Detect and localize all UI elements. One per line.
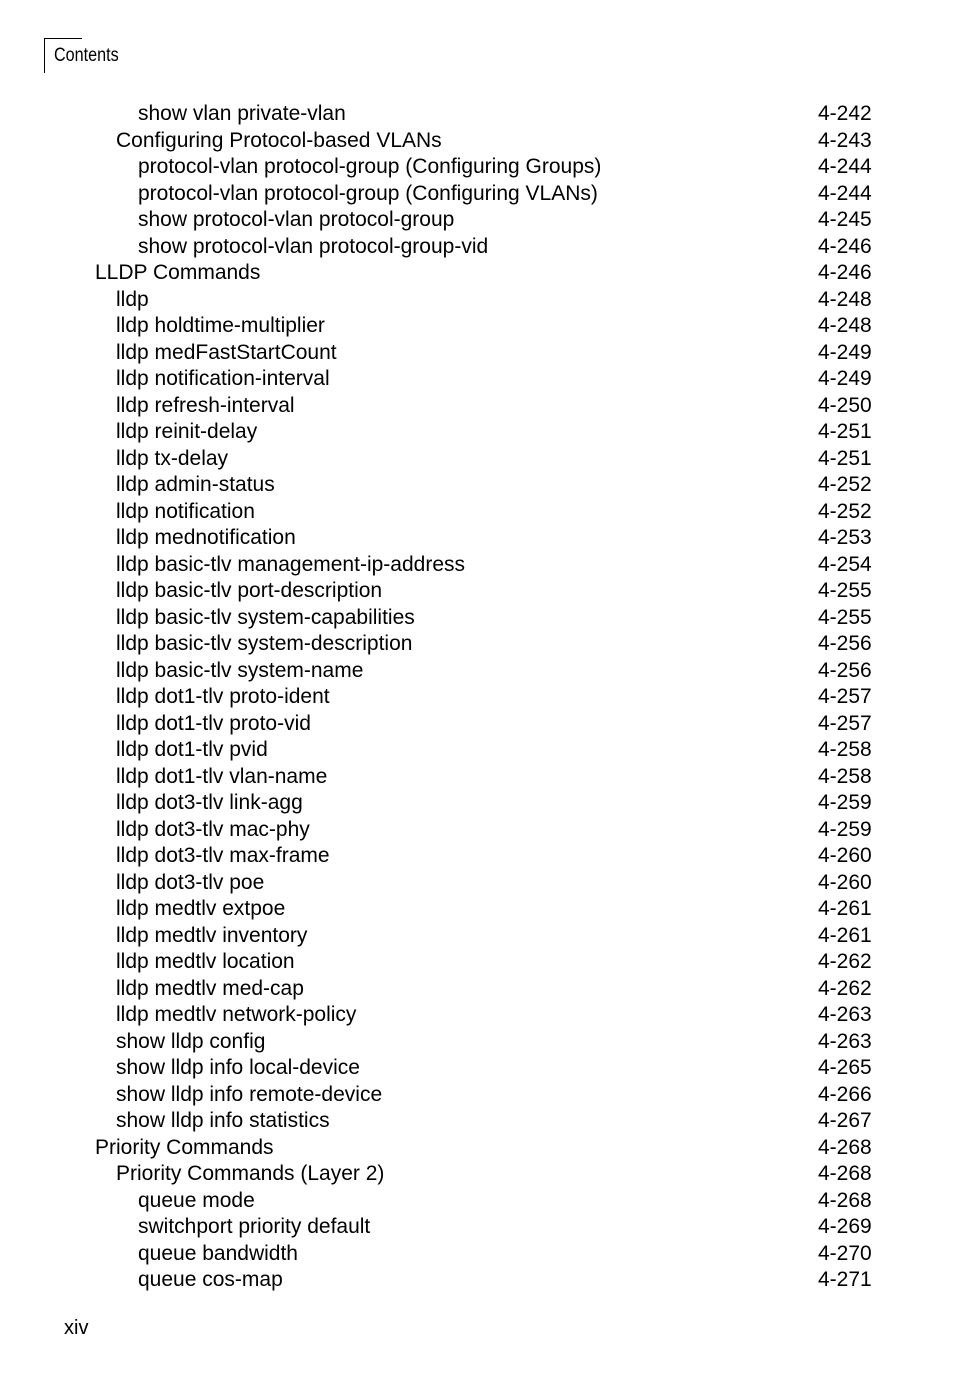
toc-entry-title: lldp basic-tlv system-description xyxy=(116,632,413,655)
toc-entry[interactable] xyxy=(0,260,954,287)
toc-entry[interactable] xyxy=(0,1161,954,1188)
toc-entry[interactable] xyxy=(0,499,954,526)
toc-entry[interactable] xyxy=(0,870,954,897)
toc-entry-page: 4-262 xyxy=(818,950,872,973)
toc-entry[interactable] xyxy=(0,684,954,711)
toc-entry-page: 4-257 xyxy=(818,685,872,708)
toc-entry-title: lldp dot3-tlv poe xyxy=(116,870,265,894)
toc-entry-page: 4-244 xyxy=(818,155,872,178)
toc-entry-page: 4-263 xyxy=(818,1029,872,1053)
toc-entry-title: lldp basic-tlv port-description xyxy=(116,579,383,602)
toc-entry-page: 4-267 xyxy=(818,1109,872,1132)
toc-entry[interactable] xyxy=(0,1188,954,1215)
toc-entry-page: 4-262 xyxy=(818,976,872,1000)
toc-entry-page: 4-260 xyxy=(818,844,872,867)
toc-entry-page: 4-249 xyxy=(818,340,872,364)
toc-entry[interactable] xyxy=(0,1241,954,1268)
toc-entry[interactable] xyxy=(0,340,954,367)
toc-entry-title: switchport priority default xyxy=(138,1215,371,1238)
toc-entry[interactable] xyxy=(0,366,954,393)
toc-entry-title: lldp medFastStartCount xyxy=(116,340,337,364)
toc-entry[interactable] xyxy=(0,1135,954,1162)
toc-entry[interactable] xyxy=(0,737,954,764)
toc-entry-page: 4-259 xyxy=(818,817,872,841)
toc-entry[interactable] xyxy=(0,393,954,420)
toc-entry-title: queue mode xyxy=(138,1188,255,1212)
toc-entry[interactable] xyxy=(0,234,954,261)
toc-entry-page: 4-246 xyxy=(818,261,872,284)
toc-entry-title: lldp medtlv med-cap xyxy=(116,976,304,1000)
toc-entry-page: 4-261 xyxy=(818,923,872,947)
toc-entry-title: show lldp info local-device xyxy=(116,1056,360,1079)
toc-entry[interactable] xyxy=(0,472,954,499)
toc-entry-page: 4-256 xyxy=(818,632,872,655)
toc-entry-page: 4-251 xyxy=(818,446,872,470)
toc-entry-page: 4-268 xyxy=(818,1135,872,1159)
toc-entry-title: lldp medtlv network-policy xyxy=(116,1003,357,1026)
toc-entry[interactable] xyxy=(0,154,954,181)
toc-entry-title: queue cos-map xyxy=(138,1268,283,1291)
toc-entry[interactable] xyxy=(0,1055,954,1082)
toc-entry-title: show protocol-vlan protocol-group-vid xyxy=(138,234,489,258)
toc-entry[interactable] xyxy=(0,181,954,208)
toc-entry-title: lldp tx-delay xyxy=(116,446,229,470)
toc-entry-title: lldp dot1-tlv proto-vid xyxy=(116,711,311,735)
toc-entry[interactable] xyxy=(0,1214,954,1241)
toc-entry[interactable] xyxy=(0,976,954,1003)
toc-entry[interactable] xyxy=(0,101,954,128)
toc-entry-page: 4-271 xyxy=(818,1268,872,1291)
toc-entry[interactable] xyxy=(0,1002,954,1029)
toc-entry-page: 4-268 xyxy=(818,1188,872,1212)
toc-entry-page: 4-244 xyxy=(818,181,872,205)
toc-entry-title: queue bandwidth xyxy=(138,1241,298,1265)
toc-entry[interactable] xyxy=(0,817,954,844)
toc-entry-page: 4-259 xyxy=(818,791,872,814)
toc-entry[interactable] xyxy=(0,605,954,632)
toc-entry-page: 4-258 xyxy=(818,764,872,788)
toc-entry-title: lldp refresh-interval xyxy=(116,393,295,417)
toc-entry-title: Configuring Protocol-based VLANs xyxy=(116,128,442,152)
table-of-contents xyxy=(0,101,954,1294)
toc-entry-page: 4-248 xyxy=(818,314,872,337)
toc-entry-title: LLDP Commands xyxy=(95,261,261,284)
toc-entry-page: 4-260 xyxy=(818,870,872,894)
toc-entry[interactable] xyxy=(0,525,954,552)
toc-entry-title: lldp notification-interval xyxy=(116,367,330,390)
toc-entry-page: 4-251 xyxy=(818,420,872,443)
toc-entry[interactable] xyxy=(0,578,954,605)
toc-entry-page: 4-248 xyxy=(818,287,872,311)
toc-entry-page: 4-256 xyxy=(818,658,872,682)
toc-entry-title: lldp dot3-tlv mac-phy xyxy=(116,817,310,841)
toc-entry-title: lldp admin-status xyxy=(116,473,275,496)
toc-entry-title: Priority Commands (Layer 2) xyxy=(116,1162,385,1185)
toc-entry[interactable] xyxy=(0,923,954,950)
toc-entry[interactable] xyxy=(0,764,954,791)
toc-entry[interactable] xyxy=(0,1029,954,1056)
toc-entry[interactable] xyxy=(0,446,954,473)
toc-entry-title: protocol-vlan protocol-group (Configuring VLANs) xyxy=(138,181,598,205)
toc-entry-title: lldp mednotification xyxy=(116,526,296,549)
toc-entry[interactable] xyxy=(0,1082,954,1109)
toc-entry-title: lldp notification xyxy=(116,499,255,523)
toc-entry-page: 4-268 xyxy=(818,1162,872,1185)
toc-entry-page: 4-246 xyxy=(818,234,872,258)
toc-entry-title: lldp dot3-tlv max-frame xyxy=(116,844,330,867)
toc-entry-page: 4-258 xyxy=(818,738,872,761)
running-header: Contents xyxy=(54,45,119,66)
toc-entry-page: 4-270 xyxy=(818,1241,872,1265)
toc-entry-title: lldp basic-tlv system-capabilities xyxy=(116,605,415,629)
toc-entry-page: 4-266 xyxy=(818,1082,872,1106)
toc-entry-title: show lldp info remote-device xyxy=(116,1082,383,1106)
toc-entry-title: lldp dot1-tlv pvid xyxy=(116,738,268,761)
toc-entry-title: lldp dot1-tlv vlan-name xyxy=(116,764,328,788)
toc-entry-title: lldp medtlv inventory xyxy=(116,923,308,947)
toc-entry[interactable] xyxy=(0,128,954,155)
toc-entry[interactable] xyxy=(0,552,954,579)
toc-entry[interactable] xyxy=(0,313,954,340)
toc-entry-page: 4-252 xyxy=(818,499,872,523)
toc-entry[interactable] xyxy=(0,287,954,314)
toc-entry-title: lldp basic-tlv management-ip-address xyxy=(116,552,465,576)
toc-entry[interactable] xyxy=(0,658,954,685)
toc-entry[interactable] xyxy=(0,419,954,446)
toc-entry-page: 4-255 xyxy=(818,579,872,602)
toc-entry-title: show lldp config xyxy=(116,1029,266,1053)
toc-entry[interactable] xyxy=(0,949,954,976)
page-number: xiv xyxy=(64,1317,89,1339)
toc-entry-page: 4-269 xyxy=(818,1215,872,1238)
toc-entry-title: lldp medtlv location xyxy=(116,950,295,973)
toc-entry-page: 4-263 xyxy=(818,1003,872,1026)
toc-entry-page: 4-254 xyxy=(818,552,872,576)
toc-entry[interactable] xyxy=(0,207,954,234)
toc-entry-page: 4-257 xyxy=(818,711,872,735)
toc-entry[interactable] xyxy=(0,631,954,658)
toc-entry-title: show vlan private-vlan xyxy=(138,102,346,125)
toc-entry-title: lldp xyxy=(116,287,149,311)
toc-entry-page: 4-261 xyxy=(818,897,872,920)
toc-entry-page: 4-252 xyxy=(818,473,872,496)
toc-entry-title: show lldp info statistics xyxy=(116,1109,330,1132)
toc-entry[interactable] xyxy=(0,896,954,923)
toc-entry-page: 4-250 xyxy=(818,393,872,417)
toc-entry[interactable] xyxy=(0,1267,954,1294)
toc-entry[interactable] xyxy=(0,790,954,817)
toc-entry-page: 4-243 xyxy=(818,128,872,152)
toc-entry-page: 4-249 xyxy=(818,367,872,390)
toc-entry-title: lldp holdtime-multiplier xyxy=(116,314,325,337)
toc-entry-title: lldp dot3-tlv link-agg xyxy=(116,791,303,814)
toc-entry-page: 4-245 xyxy=(818,208,872,231)
toc-entry[interactable] xyxy=(0,1108,954,1135)
toc-entry-title: Priority Commands xyxy=(95,1135,274,1159)
toc-entry-page: 4-242 xyxy=(818,102,872,125)
toc-entry-title: show protocol-vlan protocol-group xyxy=(138,208,455,231)
toc-entry-page: 4-255 xyxy=(818,605,872,629)
toc-entry-page: 4-265 xyxy=(818,1056,872,1079)
toc-entry-title: lldp basic-tlv system-name xyxy=(116,658,364,682)
toc-entry[interactable] xyxy=(0,843,954,870)
toc-entry-title: lldp dot1-tlv proto-ident xyxy=(116,685,330,708)
toc-entry-page: 4-253 xyxy=(818,526,872,549)
toc-entry-title: protocol-vlan protocol-group (Configuring Groups) xyxy=(138,155,602,178)
toc-entry[interactable] xyxy=(0,711,954,738)
toc-entry-title: lldp medtlv extpoe xyxy=(116,897,286,920)
toc-entry-title: lldp reinit-delay xyxy=(116,420,258,443)
